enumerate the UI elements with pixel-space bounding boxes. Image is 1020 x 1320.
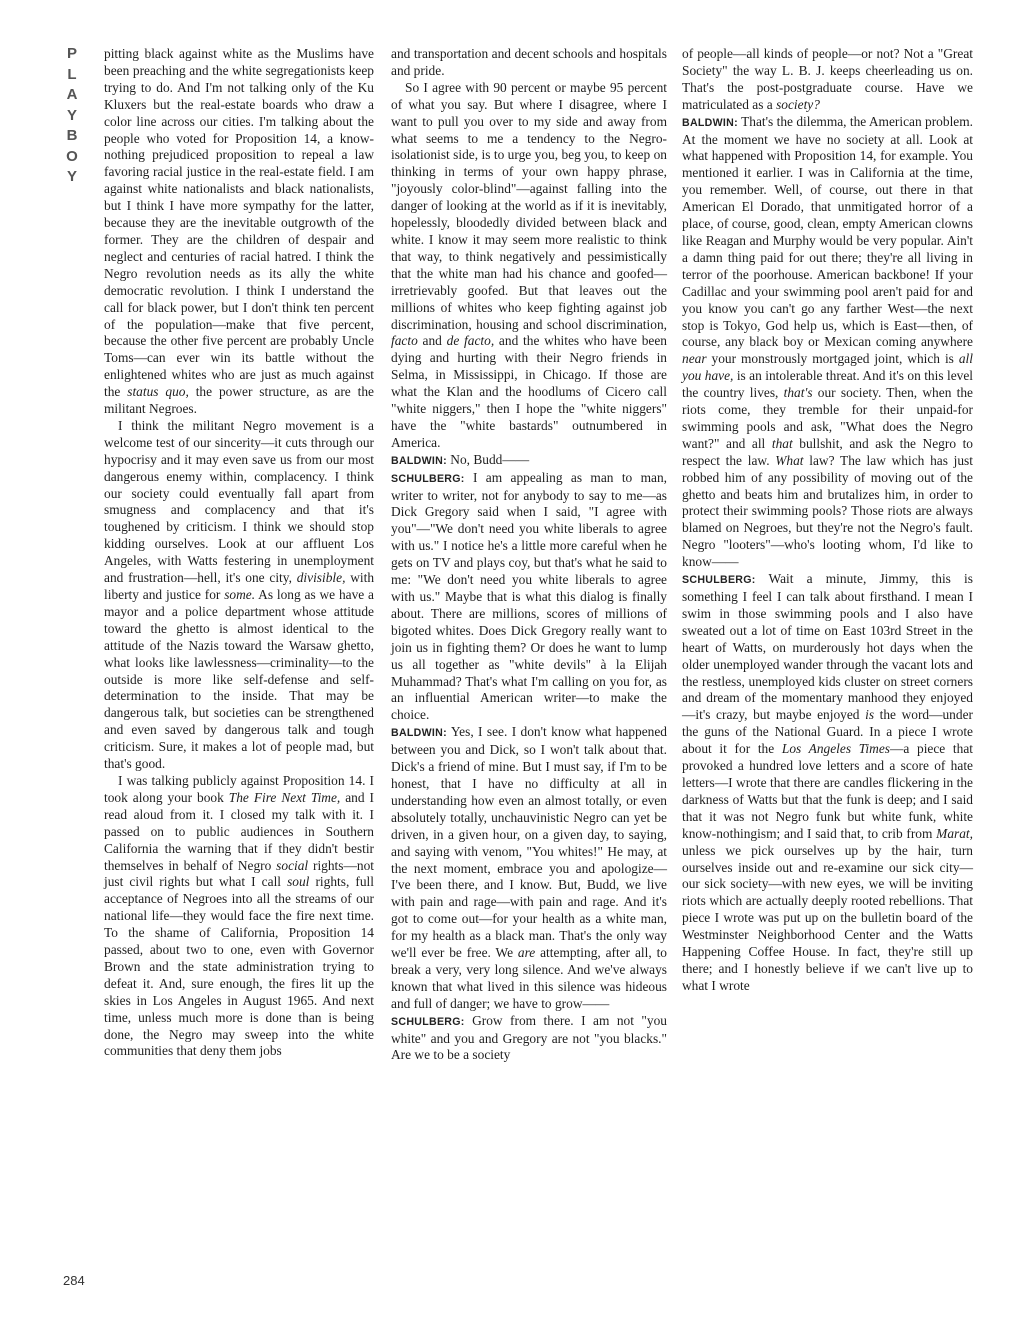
running-head-letter: L	[67, 65, 77, 83]
dialog-paragraph: BALDWIN: No, Budd——	[391, 451, 530, 467]
paragraph: of people—all kinds of people—or not? Not a "Great Society" the way L. B. J. keeps cheerleading us on. That's the post-postgraduate course. Have we matriculated as a society?	[682, 46, 973, 112]
running-head-letter: P	[66, 45, 77, 62]
dialog-paragraph: SCHULBERG: Grow from there. I am not "you white" and you and Gregory are not "you blacks." Are we to be a society	[391, 1012, 667, 1063]
running-head-letter: Y	[66, 106, 77, 124]
paragraph: I think the militant Negro movement is a welcome test of our sincerity—it cuts through our hypocrisy and it may even save us from our most dangerous enemy within, complacency. I think our society could eventually fall apart from smugness and complacency and that it's toughened by criticism. I think we should stop kidding ourselves. Look at our affluent Los Angeles, with Watts festering in unemployment and frustration—hell, it's one city, divisible, with liberty and justice for some. As long as we have a mayor and a police department whose attitude toward the ghetto is almost identical to the attitude of the Nazis toward the Warsaw ghetto, what looks like lawlessness—criminality—to the outside is more like self-defense and self-determination to the inside. That may be dangerous talk, but societies can be strengthened and even saved by dangerous talk and tough criticism. Sure, it makes a lot of people mad, but that's good.	[104, 417, 375, 772]
speaker-label: BALDWIN:	[391, 454, 447, 467]
paragraph: So I agree with 90 percent or maybe 95 percent of what you say. But where I disagree, where I want to pull you over to my side and away from what seems to me a tendency to the Negro-isolationist side, is to urge you, beg you, to keep on thinking in terms of your own happy phrase, "joyously color-blind"—against falling into the danger of looking at the world as if it is inevitably, hopelessly, bloodedly divided between black and white. I know it may seem more realistic to think that way, to think negatively and pessimistically that the white man had his chance and goofed—irretrievably goofed. But that leaves out the millions of whites who keep fighting against job discrimination, housing and school discrimination, facto and de facto, and the whites who have been dying and hurting with their Negro friends in Selma, in Mississippi, in Chicago. If those are what the Klan and the hoodlums of Cicero call "white niggers," then I hope the "white niggers" have the "white bastards" outnumbered in America.	[391, 79, 668, 450]
running-head-letter: O	[66, 147, 78, 165]
speaker-label: BALDWIN:	[391, 727, 447, 740]
text-column-2	[391, 46, 667, 1064]
paragraph: and transportation and decent schools and hospitals and pride.	[391, 46, 667, 78]
dialog-paragraph: BALDWIN: Yes, I see. I don't know what happened between you and Dick, so I won't talk about that. Dick's a friend of mine. But I must say, if I'm to be honest, that I have no difficulty at all in understanding how even an almost totally, or even absolutely totally, unchauvinistic Negro can yet be driven, in a given hour, on a given day, to saying, and saying with venom, "You whites!" He may, at the next moment, embrace you and apologize—I've been there, and I know. But, Budd, we live with pain and rage—with pain and rage. And it's got to come out—for your health as a white man, for my health as a black man. That's the only way we'll ever be free. We are attempting, after all, to break a very, very long silence. And we've always known that what lived in this silence was hideous and full of danger; we have to grow——	[391, 724, 667, 1011]
dialog-paragraph: SCHULBERG: I am appealing as man to man, writer to writer, not for anybody to say to me—as Dick Gregory said when I said, "I agree with you"—"We don't need you white liberals to agree with us." I notice he's a little more careful when he gets on TV and plays coy, but that's what he said to me: "We don't need you white liberals to agree with us." Maybe that is what this dialog is finally about. There are millions, scores of millions of bigoted whites. Does Dick Gregory really want to join us in fighting them? Or does he want to lump us all together as "white devils" à la Elijah Muhammad? That's what I'm calling on you for, as an influential American writer—to make the choice.	[391, 469, 667, 723]
running-head-logo	[58, 44, 86, 188]
speaker-label: SCHULBERG:	[682, 574, 756, 587]
speaker-label: BALDWIN:	[682, 116, 738, 129]
dialog-paragraph: SCHULBERG: Wait a minute, Jimmy, this is something I feel I can talk about firsthand. I mean I swim in those swimming pools and I also have sweated out a lot of time on East 103rd Street in the heart of Watts, on murderously hot days when the older unemployed wander through the vacant lots and the restless, unemployed kids cluster on street corners and dream of the momentary manhood they enjoyed—it's crazy, but maybe enjoyed is the word—under the guns of the National Guard. In a piece I wrote about it for the Los Angeles Times—a piece that provoked a hundred love letters and a score of hate letters—I wrote that there are candles flickering in the darkness of Watts but that the funk is deep; and I said that it was not Negro funk but white funk, white know-nothingism; and I said that, to crib from Marat, unless we pick ourselves up by the hair, turn ourselves inside out and re-examine our sick city—our sick society—with new eyes, we will be inviting riots which are actually deeply rooted rebellions. That piece I wrote was put up on the bulletin board of the Westminster Neighborhood Center and the Watts Happening Coffee House. In fact, they're still up there; and I honestly believe if we can't live up to what I wrote	[682, 571, 973, 993]
running-head-letter: A	[66, 86, 78, 103]
paragraph: pitting black against white as the Muslims have been preaching and the white segregationists keep trying to do. And I'm not talking only of the Ku Kluxers but the real-estate boards who draw a color line across our cities. I'm talking about the people who voted for Proposition 14, a know-nothing prejudiced proposition to repeal a law favoring racial justice in the real-estate field. I am against white nationalists and black nationalists, but I think I have more sympathy for the latter, because they are the inevitable outgrowth of the former. They are the children of despair and neglect and centuries of racial hatred. I think the Negro revolution needs as its ally the white democratic revolution. I think I understand the call for black power, but I don't think ten percent of the population—make that five percent, because the other five percent are probably Uncle Toms—can ever win its battle without the enlightened whites who are just as much against the status quo, the power structure, as are the militant Negroes.	[104, 46, 374, 417]
running-head-letter: B	[66, 127, 78, 144]
page-number: 284	[63, 1273, 85, 1288]
speaker-label: SCHULBERG:	[391, 1015, 465, 1028]
dialog-paragraph: BALDWIN: That's the dilemma, the American problem. At the moment we have no society at all. Look at what happened with Proposition 14, for example. You mentioned it earlier. I was in California at the time, you remember. Well, of course, out there in that American El Dorado, that unmitigated horror of a place, of course, good, clean, empty American clowns like Reagan and Murphy would be very popular. Ain't a damn thing paid for out there; they're all living in terror of the poorhouse. American backbone! If your Cadillac and your swimming pool aren't paid for and you know you can't go any farther West—the next stop is Tokyo, God help us, which is East—then, of course, any black boy or Mexican coming anywhere near your monstrously mortgaged joint, which is all you have, is an intolerable threat. And it's on this level the country lives, that's our society. Then, when the riots come, they tremble for their unpaid-for swimming pools and ask, "What does the Negro want?" and all that bullshit, and ask the Negro to respect the law. What law? The law which has just robbed him of any possibility of moving out of the ghetto and beats him and brutalizes him, in order to protect their swimming pools? Those riots are always blamed on Negroes, but they're not the Negro's fault. Negro "looters"—who's looting whom, I'd like to know——	[682, 113, 973, 570]
paragraph: I was talking publicly against Proposition 14. I took along your book The Fire Next Time, and I read aloud from it. I closed my talk with it. I passed on to public audiences in Southern California the warning that if they didn't bestir themselves in behalf of Negro social rights—not just civil rights but what I call soul rights, full acceptance of Negroes into all the streams of our national life—they would face the fire next time. To the shame of California, Proposition 14 passed, about two to one, even with Governor Brown and the state administration trying to defeat it. And, sure enough, the fires lit up the skies in Los Angeles in August 1965. And next time, unless much more is done than is being done, the Negro may sweep into the white communities that deny them jobs	[104, 772, 374, 1059]
text-column-3	[682, 46, 973, 995]
text-column-1	[104, 46, 374, 1060]
speaker-label: SCHULBERG:	[391, 472, 465, 485]
running-head-letter: Y	[66, 168, 77, 185]
